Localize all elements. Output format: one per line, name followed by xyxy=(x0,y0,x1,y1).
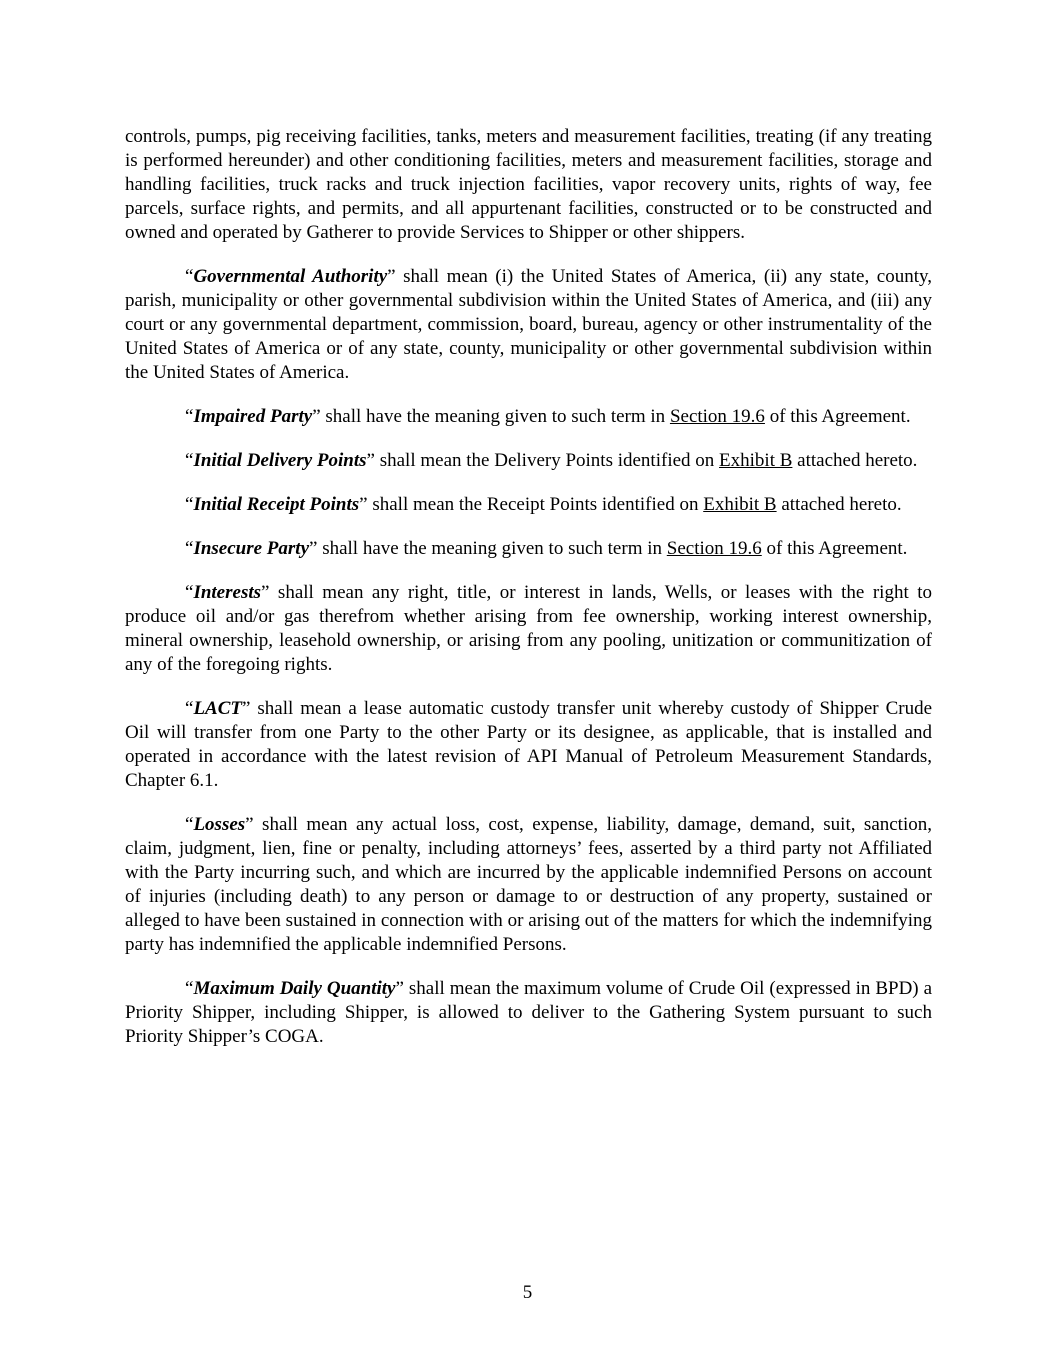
definition-initial-delivery-points xyxy=(125,449,932,473)
definition-impaired-party xyxy=(125,405,932,429)
definition-interests xyxy=(125,581,932,677)
defined-term: LACT xyxy=(193,698,242,719)
exhibit-reference: Exhibit B xyxy=(719,450,793,471)
definition-text: attached hereto. xyxy=(776,494,902,515)
definition-text: shall mean any right, title, or interest in lands, Wells, or leases with the right to produce oil and/or gas therefrom whether arising from fee ownership, working interest ownership, mineral ownership, leasehold ownership, or arising from any pooling, unitization or communitization of any of the foregoing rights. xyxy=(125,582,932,675)
close-quote: ” xyxy=(359,494,368,515)
definition-lact xyxy=(125,697,932,793)
definition-text: of this Agreement. xyxy=(764,406,911,427)
document-page xyxy=(125,125,932,1069)
definition-text: shall mean a lease automatic custody transfer unit whereby custody of Shipper Crude Oil will transfer from one Party to the other Party or its designee, as applicable, that is installed and operated in accordance with the latest revision of API Manual of Petroleum Measurement Standards, Chapter 6.1. xyxy=(125,698,932,791)
defined-term: Impaired Party xyxy=(193,406,313,427)
close-quote: ” xyxy=(261,582,270,603)
continuation-paragraph: controls, pumps, pig receiving facilities, tanks, meters and measurement facilities, treating (if any treating is performed hereunder) and other conditioning facilities, meters and measurement facilities, storage and handling facilities, truck racks and truck injection facilities, vapor recovery units, rights of way, fee parcels, surface rights, and permits, and all appurtenant facilities, constructed or to be constructed and owned and operated by Gatherer to provide Services to Shipper or other shippers. xyxy=(125,126,932,243)
open-quote: “ xyxy=(185,266,194,287)
definition-text: shall mean any actual loss, cost, expense, liability, damage, demand, suit, sanction, claim, judgment, lien, fine or penalty, including attorneys’ fees, asserted by a third party not Affiliated with the Party incurring such, and which are incurred by the applicable indemnified Persons on account of injuries (including death) to any person or damage to or destruction of any property, sustained or alleged to have been sustained in connection with or arising out of the matters for which the indemnifying party has indemnified the applicable indemnified Persons. xyxy=(125,814,932,955)
open-quote: “ xyxy=(185,494,194,515)
close-quote: ” xyxy=(387,266,396,287)
open-quote: “ xyxy=(185,698,194,719)
definition-losses xyxy=(125,813,932,957)
definition-maximum-daily-quantity xyxy=(125,977,932,1049)
close-quote: ” xyxy=(309,538,318,559)
definition-text: shall mean (i) the United States of America, (ii) any state, county, parish, municipality or other governmental subdivision within the United States of America, and (iii) any court or any governmental department, commission, board, bureau, agency or other instrumentality of the United States of America or of any state, county, municipality or other governmental subdivision within the United States of America. xyxy=(125,266,932,383)
close-quote: ” xyxy=(312,406,321,427)
definition-text: of this Agreement. xyxy=(761,538,908,559)
defined-term: Interests xyxy=(193,582,262,603)
close-quote: ” xyxy=(366,450,375,471)
definition-text: shall mean the Receipt Points identified on xyxy=(367,494,704,515)
defined-term: Initial Receipt Points xyxy=(193,494,360,515)
defined-term: Maximum Daily Quantity xyxy=(193,978,396,999)
open-quote: “ xyxy=(185,406,194,427)
open-quote: “ xyxy=(185,450,194,471)
close-quote: ” xyxy=(395,978,404,999)
definition-text: shall have the meaning given to such term in xyxy=(320,406,670,427)
defined-term: Losses xyxy=(193,814,246,835)
open-quote: “ xyxy=(185,538,194,559)
open-quote: “ xyxy=(185,582,194,603)
definition-text: shall have the meaning given to such term in xyxy=(317,538,667,559)
definition-text: shall mean the maximum volume of Crude Oil (expressed in BPD) a Priority Shipper, including Shipper, is allowed to deliver to the Gathering System pursuant to such Priority Shipper’s COGA. xyxy=(125,978,933,1047)
section-reference: Section 19.6 xyxy=(669,406,765,427)
definition-text: shall mean the Delivery Points identified on xyxy=(374,450,720,471)
open-quote: “ xyxy=(185,978,194,999)
close-quote: ” xyxy=(242,698,251,719)
defined-term: Initial Delivery Points xyxy=(193,450,367,471)
exhibit-reference: Exhibit B xyxy=(703,494,777,515)
definition-text: attached hereto. xyxy=(792,450,918,471)
open-quote: “ xyxy=(185,814,194,835)
close-quote: ” xyxy=(245,814,254,835)
definition-insecure-party xyxy=(125,537,932,561)
page-number: 5 xyxy=(522,1282,533,1303)
definition-initial-receipt-points xyxy=(125,493,932,517)
definition-governmental-authority xyxy=(125,265,932,385)
section-reference: Section 19.6 xyxy=(666,538,762,559)
defined-term: Governmental Authority xyxy=(193,266,388,287)
defined-term: Insecure Party xyxy=(193,538,310,559)
